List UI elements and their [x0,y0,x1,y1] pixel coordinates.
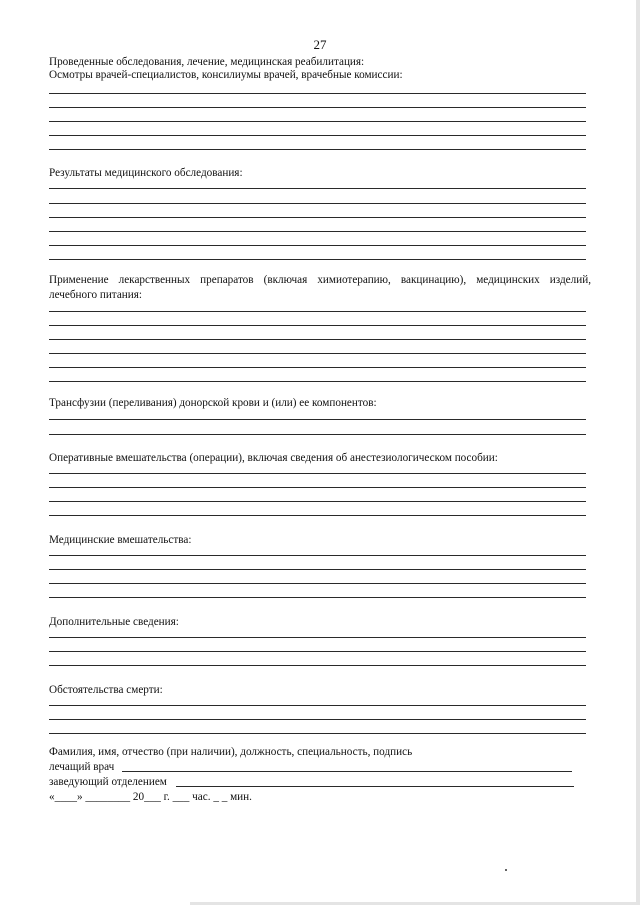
department-head-signature-field[interactable] [176,786,574,787]
section-title-operations: Оперативные вмешательства (операции), включая сведения об анестезиологическом пособии: [49,452,498,464]
header-line-examinations: Проведенные обследования, лечение, медицинская реабилитация: [49,56,365,68]
section-title-interventions: Медицинские вмешательства: [49,534,192,546]
section-title-drugs: Применение лекарственных препаратов (включая химиотерапию, вакцинацию), медицинских изделий, лечебного питания: [49,274,591,301]
scan-speck [505,869,507,871]
header-line-consultations: Осмотры врачей-специалистов, консилиумы врачей, врачебные комиссии: [49,69,403,81]
department-head-label: заведующий отделением [49,776,167,788]
page-number: 27 [313,37,327,52]
attending-physician-label: лечащий врач [49,761,115,773]
section-title-death: Обстоятельства смерти: [49,684,163,696]
section-title-transfusions: Трансфузии (переливания) донорской крови и (или) ее компонентов: [49,397,377,409]
attending-physician-signature-field[interactable] [122,771,572,772]
section-title-results: Результаты медицинского обследования: [49,167,243,179]
signature-title: Фамилия, имя, отчество (при наличии), должность, специальность, подпись [49,746,413,758]
section-title-additional: Дополнительные сведения: [49,616,179,628]
page-edge-right [636,0,640,905]
date-time-field[interactable]: «____» ________ 20___ г. ___ час. _ _ мин. [49,791,252,803]
